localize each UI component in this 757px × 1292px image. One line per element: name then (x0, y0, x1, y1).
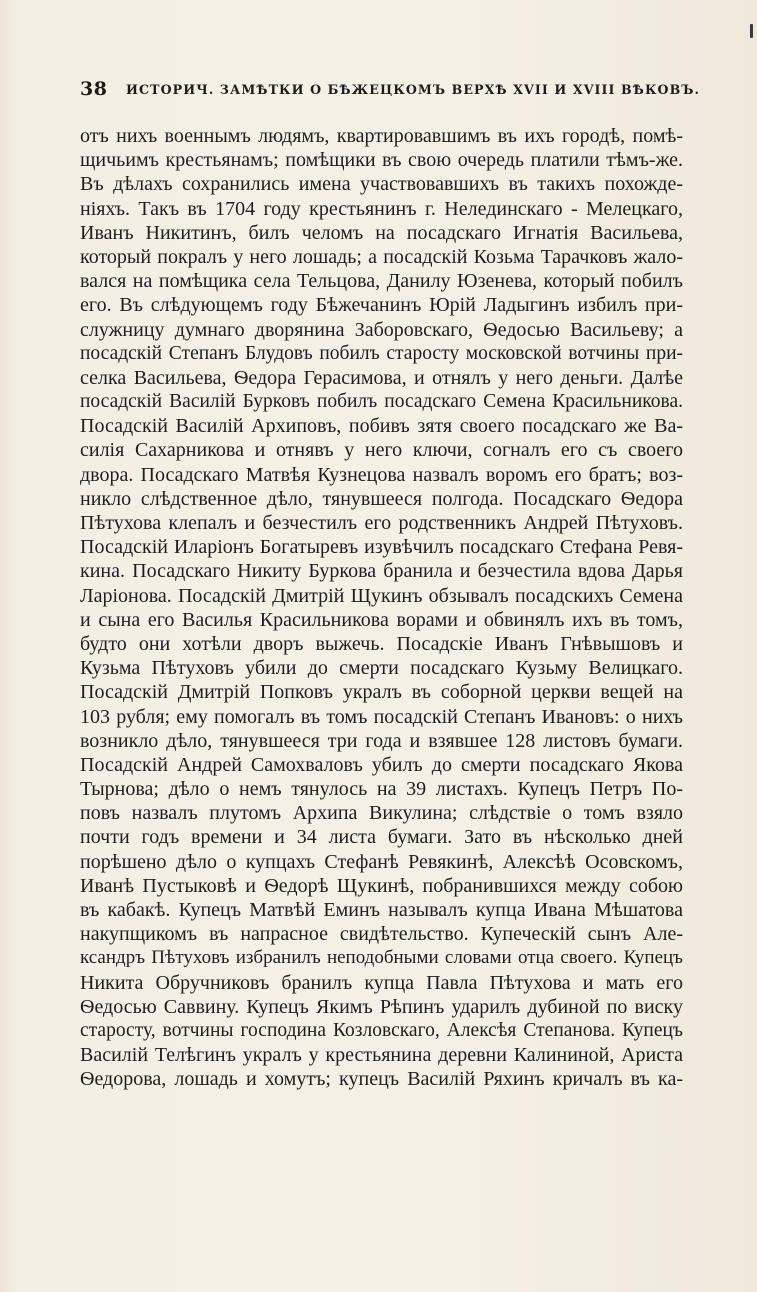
text-line: и сына его Василья Красильникова ворами и обвинялъ ихъ въ томъ, (80, 608, 683, 631)
text-line: Иванъ Никитинъ, билъ челомъ на посадскаго Игнатія Васильева, (80, 221, 683, 244)
text-line: порѣшено дѣло о купцахъ Стефанѣ Ревякинѣ, Алексѣѣ Осовскомъ, (80, 850, 683, 873)
text-line: служницу думнаго дворянина Заборовскаго, Ѳедосью Васильеву; а (80, 318, 683, 341)
text-line: Василій Телѣгинъ укралъ у крестьянина деревни Калининой, Ариста (80, 1044, 683, 1067)
text-line: посадскій Василій Бурковъ побилъ посадскаго Семена Красильникова. (80, 391, 683, 413)
text-line: кина. Посадскаго Никиту Буркова бранила и безчестила вдова Дарья (80, 560, 683, 583)
text-line: отъ нихъ военнымъ людямъ, квартировавшимъ въ ихъ городѣ, помѣ- (80, 125, 683, 147)
text-line: ніяхъ. Такъ въ 1704 году крестьянинъ г. Нелединскаго - Мелецкаго, (80, 197, 683, 220)
text-line: почти годъ времени и 34 листа бумаги. Зато въ нѣсколько дней (80, 826, 683, 849)
text-line: щичьимъ крестьянамъ; помѣщики въ свою очередь платили тѣмъ-же. (80, 149, 683, 172)
body-text (80, 124, 683, 1092)
text-line: Ларіонова. Посадскій Дмитрій Щукинъ обзывалъ посадскихъ Семена (80, 584, 683, 607)
text-line: посадскій Степанъ Блудовъ побилъ старосту московской вотчины при- (80, 342, 683, 364)
text-line: двора. Посадскаго Матвѣя Кузнецова назвалъ воромъ его братъ; воз- (80, 463, 683, 486)
text-line: ксандръ Пѣтуховъ избранилъ неподобными словами отца своего. Купецъ (80, 947, 683, 969)
text-line: старосту, вотчины господина Козловскаго, Алексѣя Степанова. Купецъ (80, 1019, 683, 1041)
page-header (80, 78, 700, 102)
text-line: Въ дѣлахъ сохранились имена участвовавшихъ въ такихъ похожде- (80, 173, 683, 196)
text-line: будто они хотѣли дворъ выжечь. Посадскіе Иванъ Гнѣвышовъ и (80, 632, 683, 655)
text-line: вался на помѣщика села Тельцова, Данилу Юзенева, который побилъ (80, 270, 683, 293)
running-head: ИСТОРИЧ. ЗАМѢТКИ О БѢЖЕЦКОМЪ ВЕРХѢ XVII И XVIII ВѢКОВЪ. (126, 82, 700, 97)
text-line: который покралъ у него лошадь; а посадскій Козьма Тарачковъ жало- (80, 245, 683, 268)
page-edge-mark (750, 24, 753, 38)
text-line: Посадскій Андрей Самохваловъ убилъ до смерти посадскаго Якова (80, 753, 683, 776)
text-line: въ кабакѣ. Купецъ Матвѣй Еминъ называлъ купца Ивана Мѣшатова (80, 899, 683, 921)
text-line: селка Васильева, Ѳедора Герасимова, и отнялъ у него деньги. Далѣе (80, 366, 683, 389)
text-line: Кузьма Пѣтуховъ убили до смерти посадскаго Кузьму Велицкаго. (80, 657, 683, 680)
text-line: силія Сахарникова и отнявъ у него ключи, согналъ его съ своего (80, 439, 683, 462)
text-line: Ѳедорова, лошадь и хомутъ; купецъ Василій Ряхинъ кричалъ въ ка- (80, 1068, 683, 1091)
text-line: его. Въ слѣдующемъ году Бѣжечанинъ Юрій Ладыгинъ избилъ при- (80, 294, 683, 317)
text-line: Никита Обручниковъ бранилъ купца Павла Пѣтухова и мать его (80, 971, 683, 994)
text-line: Тырнова; дѣло о немъ тянулось на 39 листахъ. Купецъ Петръ По- (80, 778, 683, 801)
text-line: накупщикомъ въ напрасное свидѣтельство. Купеческій сынъ Але- (80, 923, 683, 946)
text-line: возникло дѣло, тянувшееся три года и взявшее 128 листовъ бумаги. (80, 729, 683, 752)
text-line: повъ назвалъ плутомъ Архипа Викулина; слѣдствіе о томъ взяло (80, 802, 683, 825)
text-line: 103 рубля; ему помогалъ въ томъ посадскій Степанъ Ивановъ: о нихъ (80, 705, 683, 728)
text-line: никло слѣдственное дѣло, тянувшееся полгода. Посадскаго Ѳедора (80, 487, 683, 510)
text-line: Иванѣ Пустыковѣ и Ѳедорѣ Щукинѣ, побранившихся между собою (80, 874, 683, 897)
text-line: Пѣтухова клепалъ и безчестилъ его родственникъ Андрей Пѣтуховъ. (80, 512, 683, 534)
text-line: Посадскій Василій Архиповъ, побивъ зятя своего посадскаго же Ва- (80, 415, 683, 438)
text-line: Посадскій Иларіонъ Богатыревъ изувѣчилъ посадскаго Стефана Ревя- (80, 536, 683, 559)
page-number: 38 (80, 78, 108, 100)
text-line: Ѳедосью Саввину. Купецъ Якимъ Рѣпинъ ударилъ дубиной по виску (80, 995, 683, 1018)
text-line: Посадскій Дмитрій Попковъ укралъ въ соборной церкви вещей на (80, 681, 683, 704)
